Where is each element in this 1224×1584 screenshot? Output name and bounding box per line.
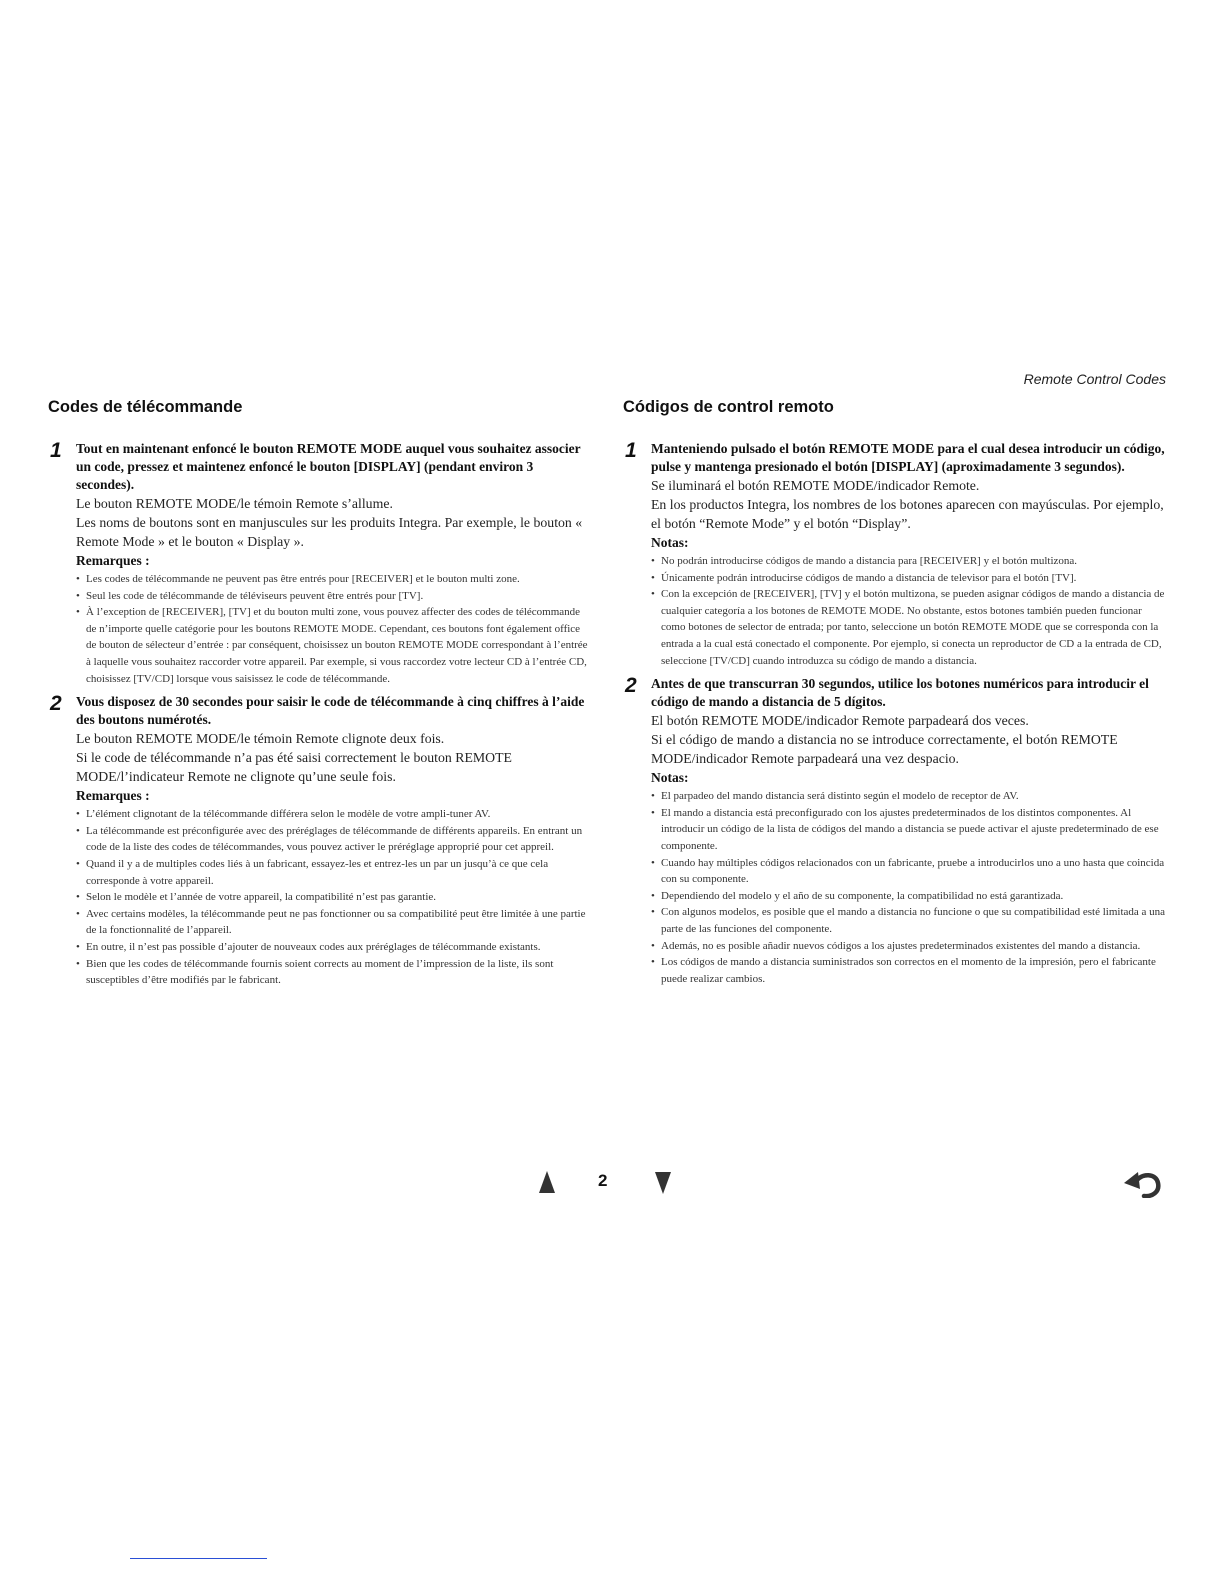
step-text: Se iluminará el botón REMOTE MODE/indicador Remote.: [651, 478, 980, 493]
down-triangle-icon[interactable]: [655, 1172, 671, 1194]
note-item: • Quand il y a de multiples codes liés à un fabricant, essayez-les et entrez-les un par un jusqu’à ce que cela corresponde à votre appareil.: [76, 856, 593, 889]
note-item: • Con algunos modelos, es posible que el mando a distancia no funcione o que su compatibilidad esté limitada a una parte de las funciones del componente.: [651, 904, 1168, 937]
step-text: Les noms de boutons sont en manjuscules sur les produits Integra. Par exemple, le bouton « Remote Mode » et le bouton « Display ».: [76, 515, 583, 549]
step-number: 2: [625, 674, 637, 698]
step-1: [623, 440, 1168, 669]
note-item: • Les codes de télécommande ne peuvent pas être entrés pour [RECEIVER] et le bouton multi zone.: [76, 571, 593, 588]
notes-list: [76, 571, 593, 687]
step-text: Si le code de télécommande n’a pas été saisi correctement le bouton REMOTE MODE/l’indicateur Remote ne clignote qu’une seule fois.: [76, 750, 512, 785]
return-arrow-icon[interactable]: [1120, 1168, 1164, 1198]
step-title: Tout en maintenant enfoncé le bouton REMOTE MODE auquel vous souhaitez associer un code, pressez et maintenez enfoncé le bouton [DISPLAY] (pendant environ 3 secondes).: [76, 441, 581, 492]
notes-heading: Notas:: [651, 535, 689, 550]
section-title: Códigos de control remoto: [623, 398, 834, 416]
page-number: 2: [598, 1171, 608, 1190]
step-title: Manteniendo pulsado el botón REMOTE MODE para el cual desea introducir un código, pulse y mantenga presionado el botón [DISPLAY] (aproximadamente 3 segundos).: [651, 441, 1165, 474]
footnote-rule: [130, 1558, 267, 1559]
step-text: El botón REMOTE MODE/indicador Remote parpadeará dos veces.: [651, 713, 1029, 729]
notes-heading: Remarques :: [76, 788, 150, 804]
french-column: [48, 398, 593, 994]
step-title: Antes de que transcurran 30 segundos, utilice los botones numéricos para introducir el código de mando a distancia de 5 dígitos.: [651, 676, 1149, 710]
note-item: • La télécommande est préconfigurée avec des préréglages de télécommande de différents appareils. En entrant un code de la liste des codes de télécommandes, vous pouvez activer le préréglage approprié pour cet appreil.: [76, 823, 593, 856]
running-header: Remote Control Codes: [1023, 371, 1166, 387]
note-item: • L’élément clignotant de la télécommande différera selon le modèle de votre ampli-tuner AV.: [76, 806, 593, 823]
note-item: • El parpadeo del mando distancia será distinto según el modelo de receptor de AV.: [651, 788, 1168, 805]
step-2: [48, 693, 593, 989]
note-item: • No podrán introducirse códigos de mando a distancia para [RECEIVER] y el botón multizona.: [651, 553, 1168, 570]
step-text: Le bouton REMOTE MODE/le témoin Remote clignote deux fois.: [76, 731, 445, 747]
note-item: • À l’exception de [RECEIVER], [TV] et du bouton multi zone, vous pouvez affecter des codes de télécommande de n’importe quelle catégorie pour les boutons REMOTE MODE. Cependant, ces boutons font également office de bouton de sélecteur d’entrée : par conséquent, choisissez un bouton REMOTE MODE correspondant à l’entrée à laquelle vous souhaitez raccorder votre appareil. Par exemple, si vous raccordez votre lecteur CD à l’entrée CD, choisissez [TV/CD] lorsque vous saisissez le code de télécommande.: [76, 604, 593, 687]
step-text: Le bouton REMOTE MODE/le témoin Remote s’allume.: [76, 496, 393, 511]
step-number: 2: [50, 692, 62, 716]
step-text: En los productos Integra, los nombres de los botones aparecen con mayúsculas. Por ejemplo, el botón “Remote Mode” y el botón “Display”.: [651, 497, 1164, 531]
notes-heading: Remarques :: [76, 553, 150, 568]
notes-list: [651, 553, 1168, 669]
note-item: • El mando a distancia está preconfigurado con los ajustes predeterminados de los distintos componentes. Al introducir un código de la lista de códigos del mando a distancia se puede activar el ajuste predeterminado de ese componente.: [651, 805, 1168, 855]
step-2: [623, 675, 1168, 987]
note-item: • Seul les code de télécommande de téléviseurs peuvent être entrés pour [TV].: [76, 588, 593, 605]
note-item: • Avec certains modèles, la télécommande peut ne pas fonctionner ou sa compatibilité peut être limitée à une partie de la fonctionnalité de l’appareil.: [76, 906, 593, 939]
note-item: • Selon le modèle et l’année de votre appareil, la compatibilité n’est pas garantie.: [76, 889, 593, 906]
notes-list: [76, 806, 593, 989]
note-item: • Dependiendo del modelo y el año de su componente, la compatibilidad no está garantizada.: [651, 888, 1168, 905]
step-1: [48, 440, 593, 687]
spanish-column: [623, 398, 1168, 992]
page-navigation: [0, 1168, 1224, 1198]
note-item: • Únicamente podrán introducirse códigos de mando a distancia de televisor para el botón [TV].: [651, 570, 1168, 587]
step-number: 1: [625, 439, 637, 462]
note-item: • Bien que les codes de télécommande fournis soient corrects au moment de l’impression de la liste, ils sont susceptibles d’être modifiés par le fabricant.: [76, 956, 593, 989]
step-title: Vous disposez de 30 secondes pour saisir le code de télécommande à cinq chiffres à l’aide des boutons numérotés.: [76, 694, 585, 728]
section-title: Codes de télécommande: [48, 398, 243, 416]
notes-list: [651, 788, 1168, 987]
step-number: 1: [50, 439, 62, 462]
note-item: • Los códigos de mando a distancia suministrados son correctos en el momento de la impresión, pero el fabricante puede realizar cambios.: [651, 954, 1168, 987]
up-triangle-icon[interactable]: [539, 1171, 555, 1193]
note-item: • Además, no es posible añadir nuevos códigos a los ajustes predeterminados existentes del mando a distancia.: [651, 938, 1168, 955]
note-item: • En outre, il n’est pas possible d’ajouter de nouveaux codes aux préréglages de télécommande existants.: [76, 939, 593, 956]
note-item: • Cuando hay múltiples códigos relacionados con un fabricante, pruebe a introducirlos uno a uno hasta que coincida con su componente.: [651, 855, 1168, 888]
note-item: • Con la excepción de [RECEIVER], [TV] y el botón multizona, se pueden asignar códigos de mando a distancia de cualquier categoría a los botones de REMOTE MODE. No obstante, estos botones también pueden funcionar como botones de selector de entrada; por tanto, seleccione un botón REMOTE MODE que se corresponda con la entrada a la cual está conectado el componente. Por ejemplo, si conecta un reproductor de CD a la entrada de CD, seleccione [TV/CD] cuando introduzca su código de mando a distancia.: [651, 586, 1168, 669]
notes-heading: Notas:: [651, 770, 689, 786]
step-text: Si el código de mando a distancia no se introduce correctamente, el botón REMOTE MODE/indicador Remote parpadeará una vez despacio.: [651, 732, 1118, 767]
